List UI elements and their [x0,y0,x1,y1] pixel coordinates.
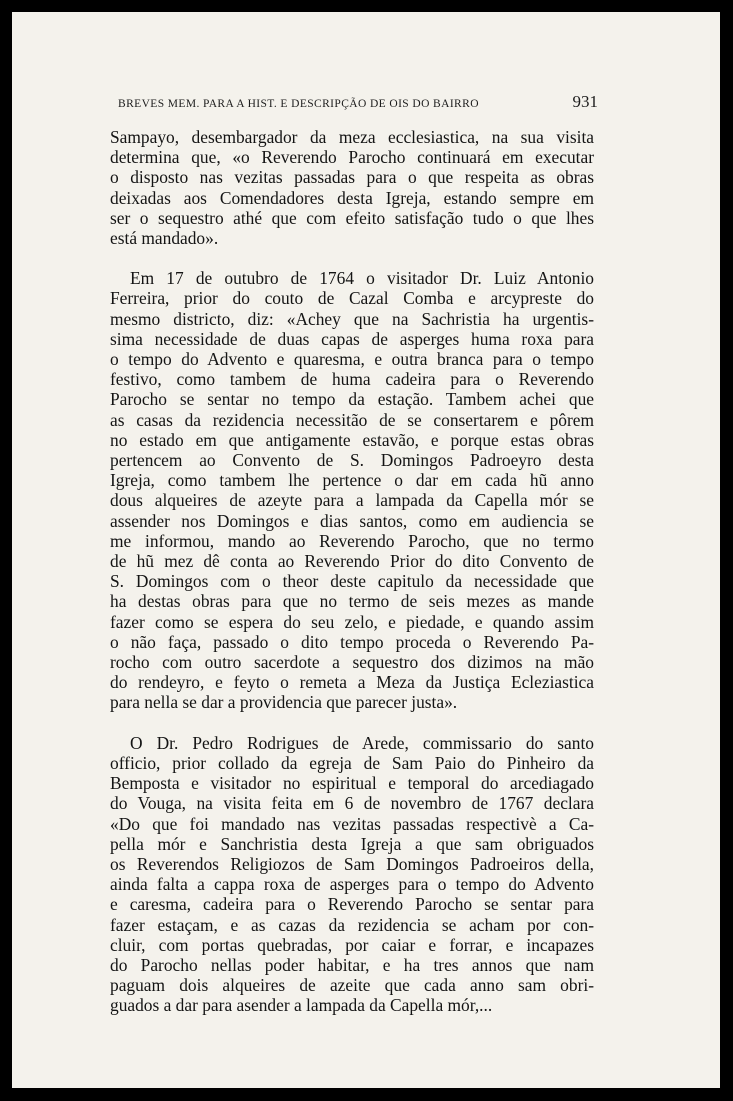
text-line: ser o sequestro athé que com efeito satisfação tudo o que lhes [110,207,594,228]
text-line: determina que, «o Reverendo Parocho continuará em executar [110,147,594,168]
text-line: dous alqueires de azeyte para a lampada da Capella mór se [110,490,594,511]
text-line: Igreja, como tambem lhe pertence o dar em cada hũ anno [110,470,594,491]
text-line: rocho com outro sacerdote a sequestro dos dizimos na mão [110,652,594,673]
text-line: fazer como se espera do seu zelo, e piedade, e quando assim [110,611,594,632]
paragraph-1 [110,127,594,248]
text-line: fazer estaçam, e as cazas da rezidencia se acham por con- [110,914,594,935]
text-line: paguam dois alqueires de azeite que cada anno sam obri- [110,975,594,996]
paragraph-3 [110,733,594,1016]
text-line: O Dr. Pedro Rodrigues de Arede, commissario do santo [130,732,594,753]
text-line: cluir, com portas quebradas, por caiar e forrar, e incapazes [110,934,594,955]
text-line: deixadas aos Comendadores desta Igreja, estando sempre em [110,187,594,208]
page-number: 931 [572,92,598,111]
text-line: mesmo districto, diz: «Achey que na Sachristia ha urgentis- [110,308,594,329]
text-line: o tempo do Advento e quaresma, e outra branca para o tempo [110,349,594,370]
text-line: do Vouga, na visita feita em 6 de novembro de 1767 declara [110,793,594,814]
text-line: para nella se dar a providencia que parecer justa». [110,692,458,713]
text-line: guados a dar para asender a lampada da Capella mór,... [110,995,493,1016]
text-line: me informou, mando ao Reverendo Parocho, que no termo [110,530,594,551]
text-line: assender nos Domingos e dias santos, como em audiencia se [110,510,594,531]
text-line: do rendeyro, e feyto o remeta a Meza da Justiça Ecleziastica [110,672,594,693]
paragraph-2 [110,268,594,712]
book-page [12,12,720,1088]
text-line: Parocho se sentar no tempo da estação. Tambem achei que [110,389,594,410]
text-line: ainda falta a cappa roxa de asperges para o tempo do Advento [110,874,594,895]
text-line: Bemposta e visitador no espiritual e temporal do arcediagado [110,773,594,794]
body-text [110,127,594,1016]
text-line: do Parocho nellas poder habitar, e ha tres annos que nam [110,954,594,975]
text-line: sima necessidade de duas capas de asperges huma roxa para [110,328,594,349]
text-line: officio, prior collado da egreja de Sam Paio do Pinheiro da [110,752,594,773]
text-line: «Do que foi mandado nas vezitas passadas respectivè a Ca- [110,813,594,834]
page-header [118,92,598,112]
paragraph-gap [110,713,594,733]
text-line: no estado em que antigamente estavão, e porque estas obras [110,429,594,450]
text-line: ha destas obras para que no termo de seis mezes as mande [110,591,594,612]
text-line: festivo, como tambem de huma cadeira para o Reverendo [110,369,594,390]
text-line: pella mór e Sanchristia desta Igreja a que sam obriguados [110,833,594,854]
text-line: as casas da rezidencia necessitão de se consertarem e pôrem [110,409,594,430]
text-line: está mandado». [110,228,219,249]
text-line: de hũ mez dê conta ao Reverendo Prior do dito Convento de [110,551,594,572]
text-line: o não faça, passado o dito tempo proceda o Reverendo Pa- [110,631,594,652]
text-line: os Reverendos Religiozos de Sam Domingos Padroeiros della, [110,853,594,874]
running-head: BREVES MEM. PARA A HIST. E DESCRIPÇÃO DE OIS DO BAIRRO [118,98,479,110]
text-line: o disposto nas vezitas passadas para o que respeita as obras [110,167,594,188]
paragraph-gap [110,248,594,268]
text-line: Ferreira, prior do couto de Cazal Comba e arcypreste do [110,288,594,309]
text-line: Sampayo, desembargador da meza ecclesiastica, na sua visita [110,127,594,147]
text-line: e caresma, cadeira para o Reverendo Parocho se sentar para [110,894,594,915]
text-line: Em 17 de outubro de 1764 o visitador Dr. Luiz Antonio [130,268,594,289]
text-line: S. Domingos com o theor deste capitulo da necessidade que [110,571,594,592]
text-line: pertencem ao Convento de S. Domingos Padroeyro desta [110,450,594,471]
